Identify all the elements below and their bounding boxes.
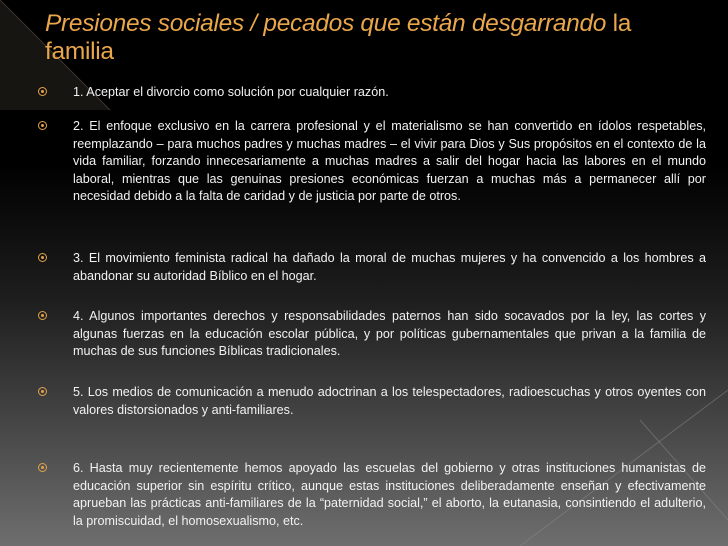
- list-item-text: 2. El enfoque exclusivo en la carrera profesional y el materialismo se han convertido en ídolos respetables, reemplazando – para muchos padres y muchas madres – el vivir para Dios y Sus propósitos en el contexto de la vida familiar, forzando innecesariamente a muchas madres a salir del hogar hacia las labores en el mundo laboral, mientras que las genuinas presiones económicas fuerzan a muchas más a permanecer allí por necesidad debido a la falta de caridad y de justicia por parte de otros.: [73, 119, 706, 204]
- title-plain-part: la familia: [45, 10, 632, 65]
- list-item-text: 1. Aceptar el divorcio como solución por cualquier razón.: [73, 85, 389, 99]
- list-item-text: 6. Hasta muy recientemente hemos apoyado las escuelas del gobierno y otras instituciones humanistas de educación superior sin espíritu crítico, aunque estas instituciones deliberadamente enseñan y efectivamente aprueban las prácticas anti-familiares de la “paternidad social,” el aborto, la eutanasia, consintiendo el adulterio, la promiscuidad, el homosexualismo, etc.: [73, 461, 706, 528]
- bullet-icon: [38, 121, 47, 130]
- bullet-icon: [38, 253, 47, 262]
- bullet-icon: [38, 387, 47, 396]
- list-item-text: 5. Los medios de comunicación a menudo adoctrinan a los telespectadores, radioescuchas y otros oyentes con valores distorsionados y anti-familiares.: [73, 385, 706, 417]
- bullet-icon: [38, 463, 47, 472]
- title-italic-part: Presiones sociales / pecados que están desgarrando: [45, 10, 607, 37]
- bullet-icon: [38, 87, 47, 96]
- list-item-text: 4. Algunos importantes derechos y responsabilidades paternos han sido socavados por la ley, las cortes y algunas fuerzas en la educación escolar pública, y por políticas gubernamentales que privan a la familia de muchas de sus funciones Bíblicas tradicionales.: [73, 309, 706, 359]
- slide-title: [45, 10, 705, 66]
- bullet-icon: [38, 311, 47, 320]
- list-item-text: 3. El movimiento feminista radical ha dañado la moral de muchas mujeres y ha convencido a los hombres a abandonar su autoridad Bíblico en el hogar.: [73, 251, 706, 283]
